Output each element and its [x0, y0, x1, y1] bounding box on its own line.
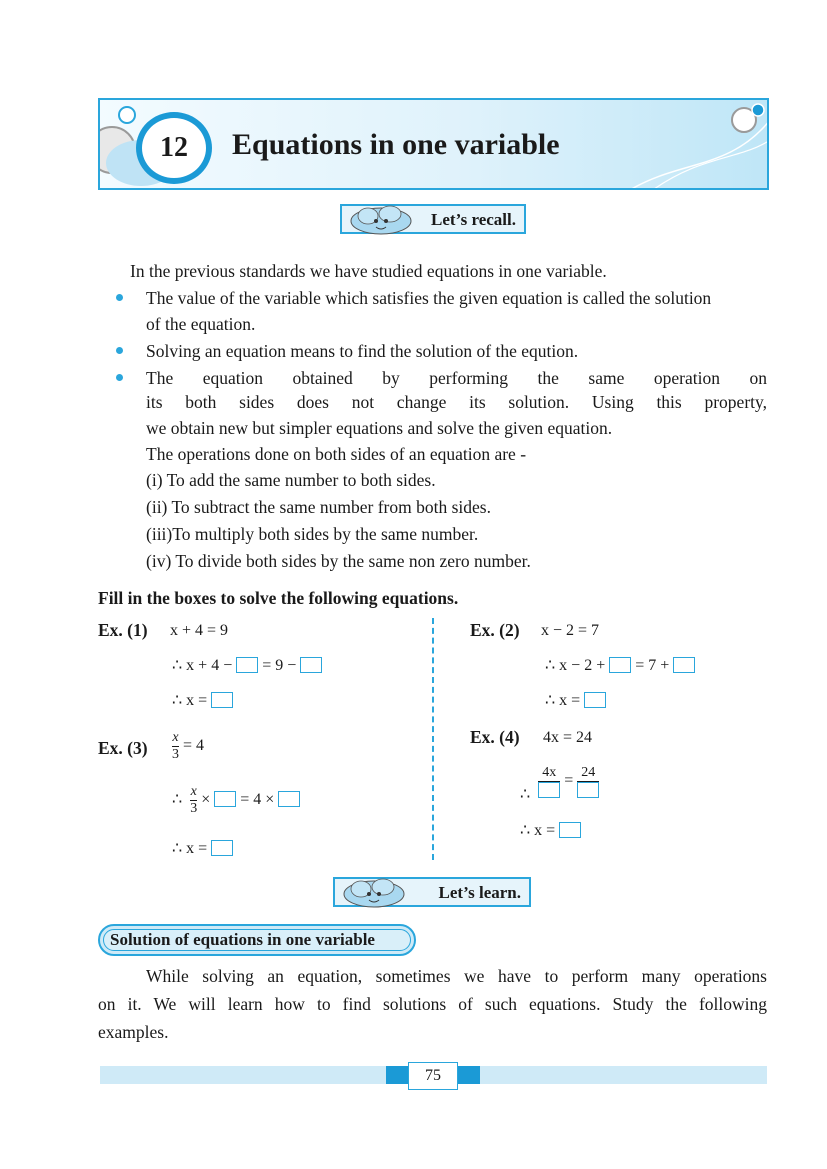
chapter-header: [98, 98, 769, 190]
example-4-label: Ex. (4): [470, 727, 520, 747]
cloud-icon: [346, 204, 416, 238]
bullet-3-line-2: its both sides does not change its solution. Using this property,: [146, 392, 767, 412]
answer-box[interactable]: [559, 822, 581, 838]
answer-box[interactable]: [236, 657, 258, 673]
example-1-label: Ex. (1): [98, 620, 148, 640]
fraction-numerator: x: [172, 730, 179, 745]
exercise-heading: Fill in the boxes to solve the following equations.: [98, 588, 459, 608]
example-2-step-1-left: ∴ x − 2 +: [545, 657, 606, 674]
example-3-step-2: [172, 838, 233, 858]
example-1-step-2: [172, 690, 233, 710]
answer-box[interactable]: [211, 840, 233, 856]
recall-intro: In the previous standards we have studied equations in one variable.: [130, 261, 607, 281]
operation-item: (ii) To subtract the same number from both sides.: [146, 497, 491, 517]
footer-accent: [386, 1066, 408, 1084]
section-heading-text: Solution of equations in one variable: [103, 929, 411, 951]
example-4-step-2-text: ∴ x =: [520, 822, 556, 839]
example-2-step-1-right: = 7 +: [635, 657, 670, 674]
fraction: [538, 765, 560, 798]
example-4-step-1: [520, 765, 599, 804]
operations-intro: The operations done on both sides of an equation are -: [146, 444, 527, 464]
bullet-3-line-3: we obtain new but simpler equations and solve the given equation.: [146, 418, 613, 438]
operation-item: (iii)To multiply both sides by the same number.: [146, 524, 479, 544]
lets-learn-tag: [333, 877, 531, 907]
fraction-numerator: 4x: [542, 765, 557, 780]
example-3-step-1: [172, 784, 300, 817]
footer-accent: [458, 1066, 480, 1084]
example-1-step-2-text: ∴ x =: [172, 692, 208, 709]
section-para-line-1: While solving an equation, sometimes we have to perform many operations: [146, 966, 767, 986]
column-divider: [432, 618, 434, 860]
section-para-line-3: examples.: [98, 1022, 169, 1042]
fraction-denominator: 3: [190, 801, 198, 816]
fraction-denominator: 3: [172, 747, 179, 762]
answer-box[interactable]: [609, 657, 631, 673]
answer-box[interactable]: [214, 791, 236, 807]
lets-recall-label: Let’s recall.: [431, 210, 516, 229]
example-3-label: Ex. (3): [98, 738, 148, 758]
example-2-equation: x − 2 = 7: [541, 622, 600, 639]
example-2-step-2: [545, 690, 606, 710]
example-1-step-1-right: = 9 −: [262, 657, 297, 674]
answer-box[interactable]: [211, 692, 233, 708]
bullet-dot: [116, 347, 123, 354]
example-2-step-1: [545, 655, 695, 675]
section-para-line-2: on it. We will learn how to find solutions of such equations. Study the following: [98, 994, 767, 1014]
fraction: [172, 730, 179, 763]
lets-learn-label: Let’s learn.: [438, 883, 521, 902]
section-heading: [98, 924, 416, 956]
bullet-1-line-2: of the equation.: [146, 314, 256, 334]
bullet-dot: [116, 294, 123, 301]
answer-box[interactable]: [278, 791, 300, 807]
answer-box[interactable]: [673, 657, 695, 673]
answer-box[interactable]: [538, 782, 560, 798]
example-3-step-1-right: = 4 ×: [240, 791, 275, 809]
decorative-bubble: [118, 106, 136, 124]
bullet-1-line-1: The value of the variable which satisfies the given equation is called the solution: [146, 288, 712, 308]
answer-box[interactable]: [300, 657, 322, 673]
fraction-numerator: 24: [581, 765, 596, 780]
example-1-step-1: [172, 655, 322, 675]
answer-box[interactable]: [584, 692, 606, 708]
times-symbol: ×: [201, 791, 211, 809]
example-3-equation: [172, 730, 204, 763]
operation-item: (iv) To divide both sides by the same non zero number.: [146, 551, 531, 571]
fraction: [577, 765, 599, 798]
example-2-step-2-text: ∴ x =: [545, 692, 581, 709]
chapter-number: 12: [136, 112, 212, 184]
example-1-step-1-left: ∴ x + 4 −: [172, 657, 233, 674]
example-4-equation: 4x = 24: [543, 729, 593, 746]
answer-box[interactable]: [577, 782, 599, 798]
fraction: [190, 784, 197, 817]
example-3-step-2-text: ∴ x =: [172, 840, 208, 857]
example-1-equation: x + 4 = 9: [170, 622, 229, 639]
decorative-swirl: [620, 100, 769, 190]
therefore-symbol: ∴: [172, 791, 183, 809]
therefore-symbol: ∴: [520, 786, 531, 804]
bullet-dot: [116, 374, 123, 381]
cloud-icon: [339, 877, 409, 911]
example-2-label: Ex. (2): [470, 620, 520, 640]
page-number: 75: [408, 1062, 458, 1090]
example-3-rhs: = 4: [183, 737, 205, 755]
fraction-numerator: x: [190, 784, 197, 799]
bullet-2: Solving an equation means to find the solution of the eqution.: [146, 341, 579, 361]
equals-symbol: =: [564, 772, 574, 790]
chapter-title: Equations in one variable: [232, 128, 560, 161]
lets-recall-tag: [340, 204, 526, 234]
example-4-step-2: [520, 820, 581, 840]
operation-item: (i) To add the same number to both sides.: [146, 470, 436, 490]
bullet-3-line-1: The equation obtained by performing the same operation on: [146, 368, 767, 388]
